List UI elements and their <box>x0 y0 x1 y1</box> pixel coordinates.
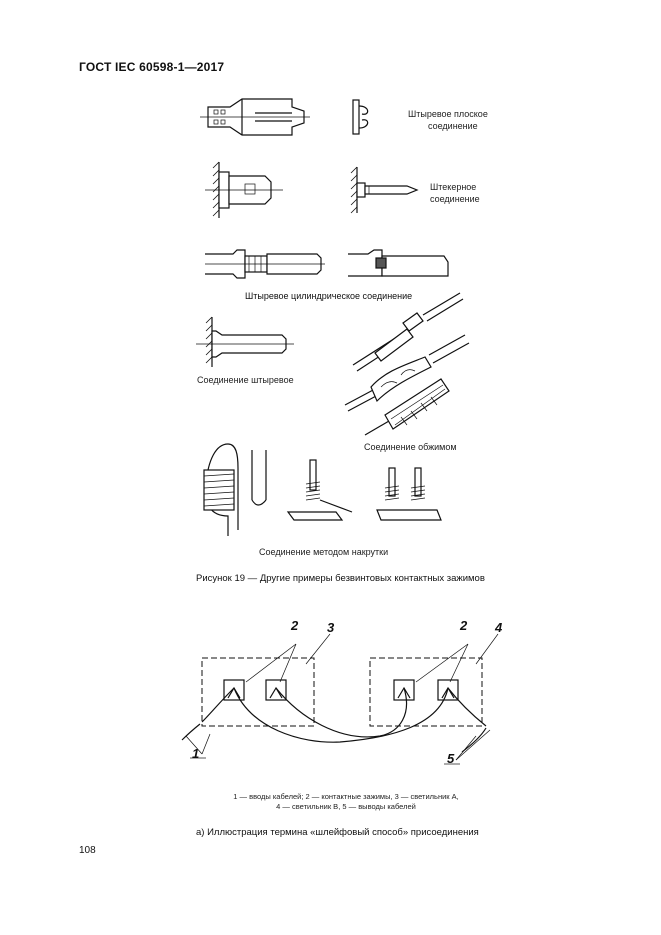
label-number-4: 4 <box>495 620 503 635</box>
label-number-2-left: 2 <box>291 618 299 633</box>
page-number: 108 <box>79 845 96 856</box>
plug-label-line2: соединение <box>430 194 480 204</box>
flat-pin-connector-drawing <box>200 95 310 140</box>
cylindrical-pin-label: Штыревое цилиндрическое соединение <box>245 291 413 301</box>
flat-pin-label-line2: соединение <box>428 121 478 131</box>
figure19-caption: Рисунок 19 — Другие примеры безвинтовых контактных зажимов <box>196 573 485 584</box>
wrap-single-terminal-drawing <box>286 458 356 528</box>
label-number-2-right: 2 <box>460 618 468 633</box>
label-number-1: 1 <box>192 746 200 761</box>
flat-pin-socket-drawing <box>350 98 380 138</box>
figure-a-legend-line1: 1 — вводы кабелей; 2 — контактные зажимы, 3 — светильник А, <box>233 792 459 801</box>
wrap-connection-label: Соединение методом накрутки <box>259 547 389 557</box>
wrap-double-terminal-drawing <box>375 466 445 528</box>
flat-pin-label-line1: Штыревое плоское <box>408 109 488 119</box>
terminal-1 <box>224 680 244 700</box>
crimp-connection-label: Соединение обжимом <box>364 442 457 452</box>
pin-connection-drawing <box>196 315 296 370</box>
label-number-3: 3 <box>327 620 335 635</box>
figure-a-legend <box>146 792 546 812</box>
label-number-5: 5 <box>447 751 455 766</box>
looping-connection-diagram <box>180 618 510 778</box>
flat-pin-label <box>408 108 488 132</box>
plug-connector-drawing <box>345 165 425 215</box>
pin-connection-label: Соединение штыревое <box>197 375 294 385</box>
wrap-connection-drawing <box>196 440 276 540</box>
cylindrical-pin-left-drawing <box>205 248 325 283</box>
pin-in-panel-drawing <box>205 160 285 220</box>
luminaire-b-box <box>370 658 482 726</box>
figure-a-legend-line2: 4 — светильник В, 5 — выводы кабелей <box>276 802 416 811</box>
plug-label-line1: Штекерное <box>430 182 477 192</box>
page-header-title: ГОСТ IEC 60598-1—2017 <box>79 60 225 74</box>
crimp-connection-drawing <box>345 305 475 435</box>
cylindrical-pin-right-drawing <box>348 250 453 280</box>
luminaire-a-box <box>202 658 314 726</box>
figure-a-caption: а) Иллюстрация термина «шлейфовый способ» присоединения <box>196 827 479 838</box>
plug-label <box>430 181 480 205</box>
